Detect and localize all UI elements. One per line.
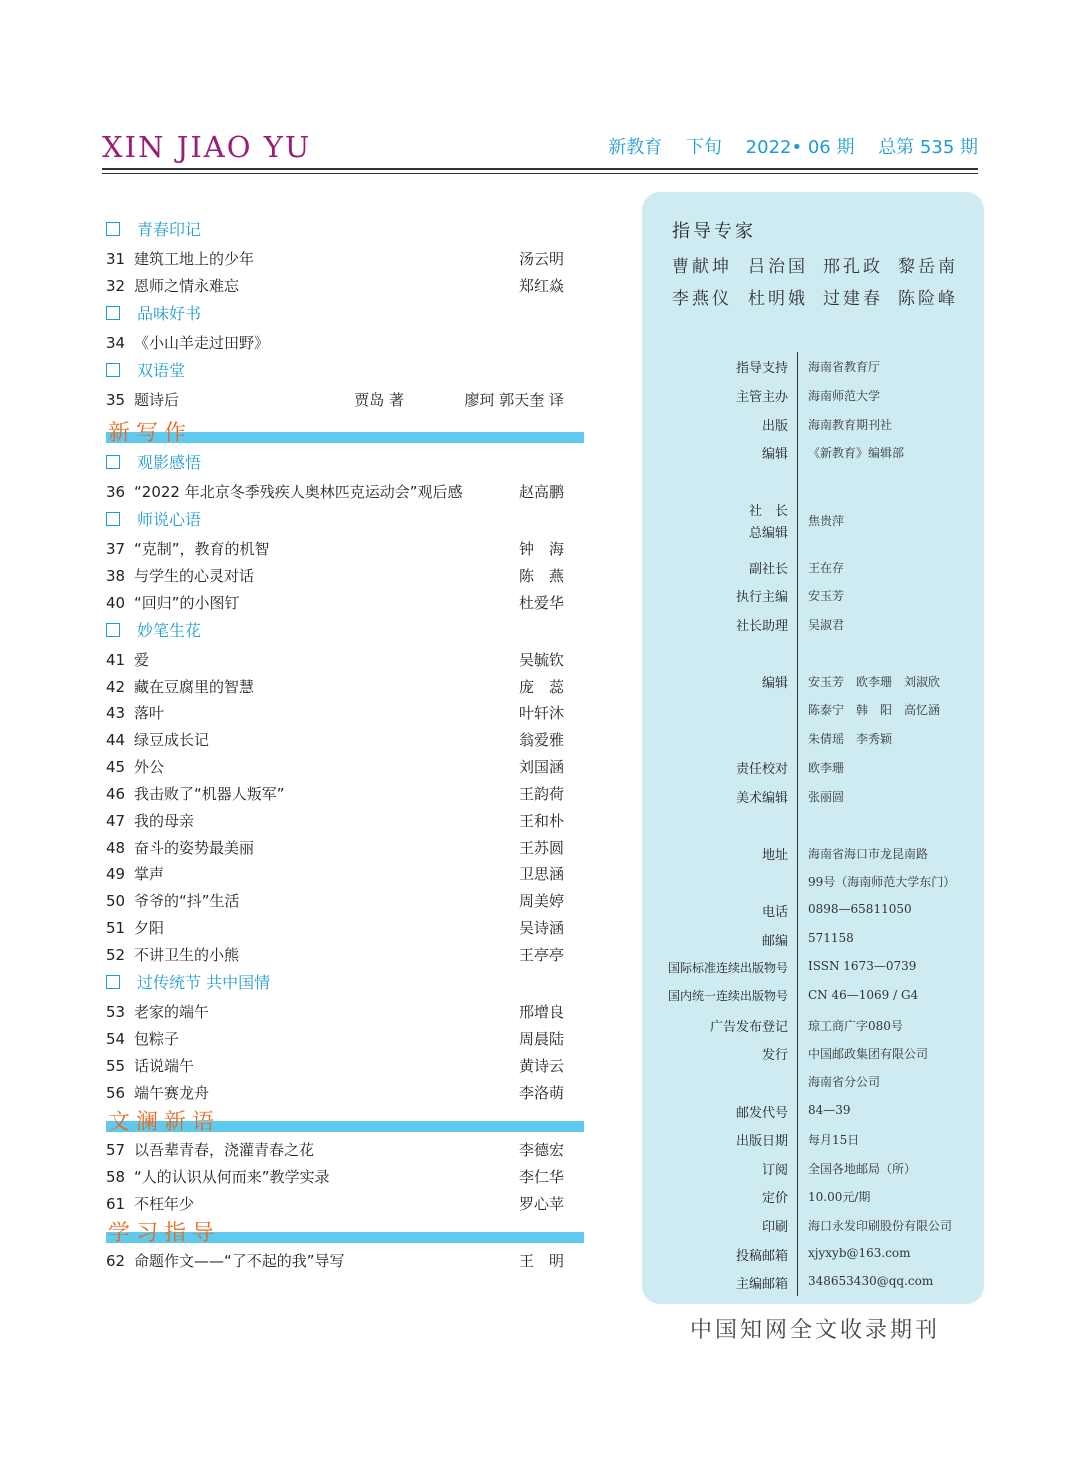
masthead-label: 国内统一连续出版物号 (667, 989, 788, 1003)
toc-entry[interactable]: 58 “人的认识从何而来”教学实录 李仁华 (106, 1168, 564, 1186)
toc-entry[interactable]: 54 包粽子 周晨陆 (106, 1030, 564, 1048)
masthead-label: 地址 (761, 848, 788, 863)
toc-entry[interactable]: 44 绿豆成长记 翁爱雅 (106, 731, 564, 749)
masthead-label: 印刷 (761, 1220, 788, 1235)
toc-entry[interactable]: 49 掌声 卫思涵 (106, 865, 564, 883)
section-title: 文澜新语 (108, 1110, 221, 1135)
masthead-label: 订阅 (761, 1163, 788, 1178)
toc-entry[interactable]: 57 以吾辈青春，浇灌青春之花 李德宏 (106, 1141, 564, 1159)
checkbox-square-icon (106, 975, 120, 989)
masthead-value: 吴淑君 (808, 618, 845, 632)
footer-note: 中国知网全文收录期刊 (690, 1318, 941, 1343)
masthead-label: 出版 (761, 419, 788, 434)
masthead-label: 国际标准连续出版物号 (667, 961, 788, 975)
masthead-value: 海南省海口市龙昆南路 (808, 847, 929, 861)
category-heading: 过传统节 共中国情 (106, 970, 270, 993)
masthead-value: 中国邮政集团有限公司 (808, 1047, 929, 1061)
masthead-value: 全国各地邮局（所） (808, 1162, 917, 1176)
expert-name: 黎岳南 (898, 257, 958, 277)
issue-info (590, 133, 978, 159)
checkbox-square-icon (106, 306, 120, 320)
masthead-label: 总编辑 (748, 526, 788, 541)
masthead-label: 社 长 (748, 504, 788, 519)
masthead-value: CN 46—1069 / G4 (808, 988, 919, 1002)
masthead-value: 焦贵萍 (808, 514, 845, 528)
masthead-label: 定价 (761, 1191, 788, 1206)
header-rule-thin (102, 173, 978, 174)
masthead-value: 张丽圆 (808, 790, 845, 804)
masthead-label: 编辑 (761, 676, 788, 691)
toc-entry[interactable]: 51 夕阳 吴诗涵 (106, 919, 564, 937)
masthead-label: 指导支持 (735, 361, 788, 376)
masthead-value: 每月15日 (808, 1133, 860, 1147)
toc-entry[interactable]: 37 “克制”，教育的机智 钟 海 (106, 540, 564, 558)
masthead-value: 海南省教育厅 (808, 360, 881, 374)
toc-entry[interactable]: 35 题诗后 贾岛 著 廖珂 郭天奎 译 (106, 391, 564, 409)
masthead-value: 朱倩瑶 李秀颖 (808, 732, 893, 746)
masthead-value: 海南教育期刊社 (808, 418, 893, 432)
expert-name: 曹献坤 (672, 257, 732, 277)
masthead-value: 安玉芳 欧李珊 刘淑欣 (808, 675, 941, 689)
panel-divider (797, 352, 798, 1296)
toc-entry[interactable]: 31 建筑工地上的少年 汤云明 (106, 250, 564, 268)
masthead-value: 10.00元/期 (808, 1190, 871, 1204)
toc-entry[interactable]: 38 与学生的心灵对话 陈 燕 (106, 567, 564, 585)
expert-name: 陈险峰 (898, 289, 958, 309)
masthead-value: 0898—65811050 (808, 902, 912, 916)
category-heading: 品味好书 (106, 301, 201, 324)
category-heading: 师说心语 (106, 507, 201, 530)
checkbox-square-icon (106, 623, 120, 637)
checkbox-square-icon (106, 512, 120, 526)
toc-entry[interactable]: 52 不讲卫生的小熊 王亭亭 (106, 946, 564, 964)
category-heading: 青春印记 (106, 217, 201, 240)
masthead-value: ISSN 1673—0739 (808, 959, 917, 973)
masthead-label: 邮编 (761, 934, 788, 949)
masthead-value: 海南师范大学 (808, 389, 881, 403)
toc-entry[interactable]: 40 “回归”的小图钉 杜爱华 (106, 594, 564, 612)
masthead-value: 海南省分公司 (808, 1075, 881, 1089)
header-rule (102, 168, 978, 170)
expert-name: 邢孔政 (823, 257, 883, 277)
masthead-value: 海口永发印刷股份有限公司 (808, 1219, 953, 1233)
toc-entry[interactable]: 55 话说端午 黄诗云 (106, 1057, 564, 1075)
masthead-value: 99号（海南师范大学东门） (808, 875, 956, 889)
toc-entry[interactable]: 47 我的母亲 王和朴 (106, 812, 564, 830)
section-title: 学习指导 (108, 1221, 221, 1246)
masthead-label: 出版日期 (735, 1134, 788, 1149)
toc-entry[interactable]: 62 命题作文——“了不起的我”导写 王 明 (106, 1252, 564, 1270)
section-title: 新写作 (108, 421, 193, 446)
masthead-label: 电话 (761, 905, 788, 920)
toc-entry[interactable]: 53 老家的端午 邢增良 (106, 1003, 564, 1021)
journal-brand: XIN JIAO YU (102, 130, 312, 164)
toc-entry[interactable]: 42 藏在豆腐里的智慧 庞 蕊 (106, 678, 564, 696)
toc-entry[interactable]: 46 我击败了“机器人叛军” 王韵荷 (106, 785, 564, 803)
toc-entry[interactable]: 34 《小山羊走过田野》 (106, 334, 270, 352)
masthead-value: 王在存 (808, 561, 845, 575)
masthead-value: 84—39 (808, 1103, 851, 1117)
section-banner (106, 1220, 584, 1248)
expert-name: 吕治国 (748, 257, 808, 277)
checkbox-square-icon (106, 455, 120, 469)
category-heading: 妙笔生花 (106, 618, 201, 641)
category-heading: 观影感悟 (106, 450, 201, 473)
issue-number: 2022• 06 期 (745, 137, 855, 158)
issue-journal: 新教育 (608, 137, 663, 158)
masthead-value: 欧李珊 (808, 761, 845, 775)
masthead-label: 发行 (761, 1048, 788, 1063)
masthead-value: 571158 (808, 931, 854, 945)
masthead-label: 编辑 (761, 447, 788, 462)
section-banner (106, 420, 584, 448)
toc-entry[interactable]: 32 恩师之情永难忘 郑红焱 (106, 277, 564, 295)
checkbox-square-icon (106, 363, 120, 377)
masthead-value: 安玉芳 (808, 589, 845, 603)
submission-email[interactable]: xjyxyb@163.com (808, 1246, 911, 1260)
expert-name: 杜明娥 (748, 289, 808, 309)
toc-entry[interactable]: 43 落叶 叶轩沐 (106, 704, 564, 722)
expert-name: 过建春 (823, 289, 883, 309)
masthead-value: 《新教育》编辑部 (808, 446, 905, 460)
expert-name: 李燕仪 (672, 289, 732, 309)
masthead-label: 社长助理 (735, 619, 788, 634)
masthead-label: 广告发布登记 (709, 1020, 788, 1035)
experts-title: 指导专家 (672, 221, 756, 242)
masthead-label: 执行主编 (735, 590, 788, 605)
toc-entry[interactable]: 50 爷爷的“抖”生活 周美婷 (106, 892, 564, 910)
masthead-label: 主编邮箱 (735, 1277, 788, 1292)
masthead-value: 陈泰宁 韩 阳 高忆涵 (808, 703, 941, 717)
masthead-label: 美术编辑 (735, 791, 788, 806)
category-heading: 双语堂 (106, 358, 185, 381)
issue-total: 总第 535 期 (878, 137, 978, 158)
toc-entry[interactable]: 36 “2022 年北京冬季残疾人奥林匹克运动会”观后感 赵高鹏 (106, 483, 564, 501)
toc-entry[interactable]: 56 端午赛龙舟 李洛萌 (106, 1084, 564, 1102)
toc-entry[interactable]: 48 奋斗的姿势最美丽 王苏圆 (106, 839, 564, 857)
masthead-label: 主管主办 (735, 390, 788, 405)
toc-entry[interactable]: 41 爱 吴毓钦 (106, 651, 564, 669)
toc-entry[interactable]: 61 不枉年少 罗心苹 (106, 1195, 564, 1213)
masthead-value: 琼工商广字080号 (808, 1019, 903, 1033)
section-banner (106, 1109, 584, 1137)
masthead-panel (642, 192, 984, 1304)
masthead-label: 投稿邮箱 (735, 1249, 788, 1264)
checkbox-square-icon (106, 222, 120, 236)
masthead-label: 责任校对 (735, 762, 788, 777)
masthead-label: 邮发代号 (735, 1106, 788, 1121)
toc-entry[interactable]: 45 外公 刘国涵 (106, 758, 564, 776)
editor-email[interactable]: 348653430@qq.com (808, 1274, 934, 1288)
masthead-label: 副社长 (748, 562, 788, 577)
issue-period: 下旬 (685, 137, 722, 158)
